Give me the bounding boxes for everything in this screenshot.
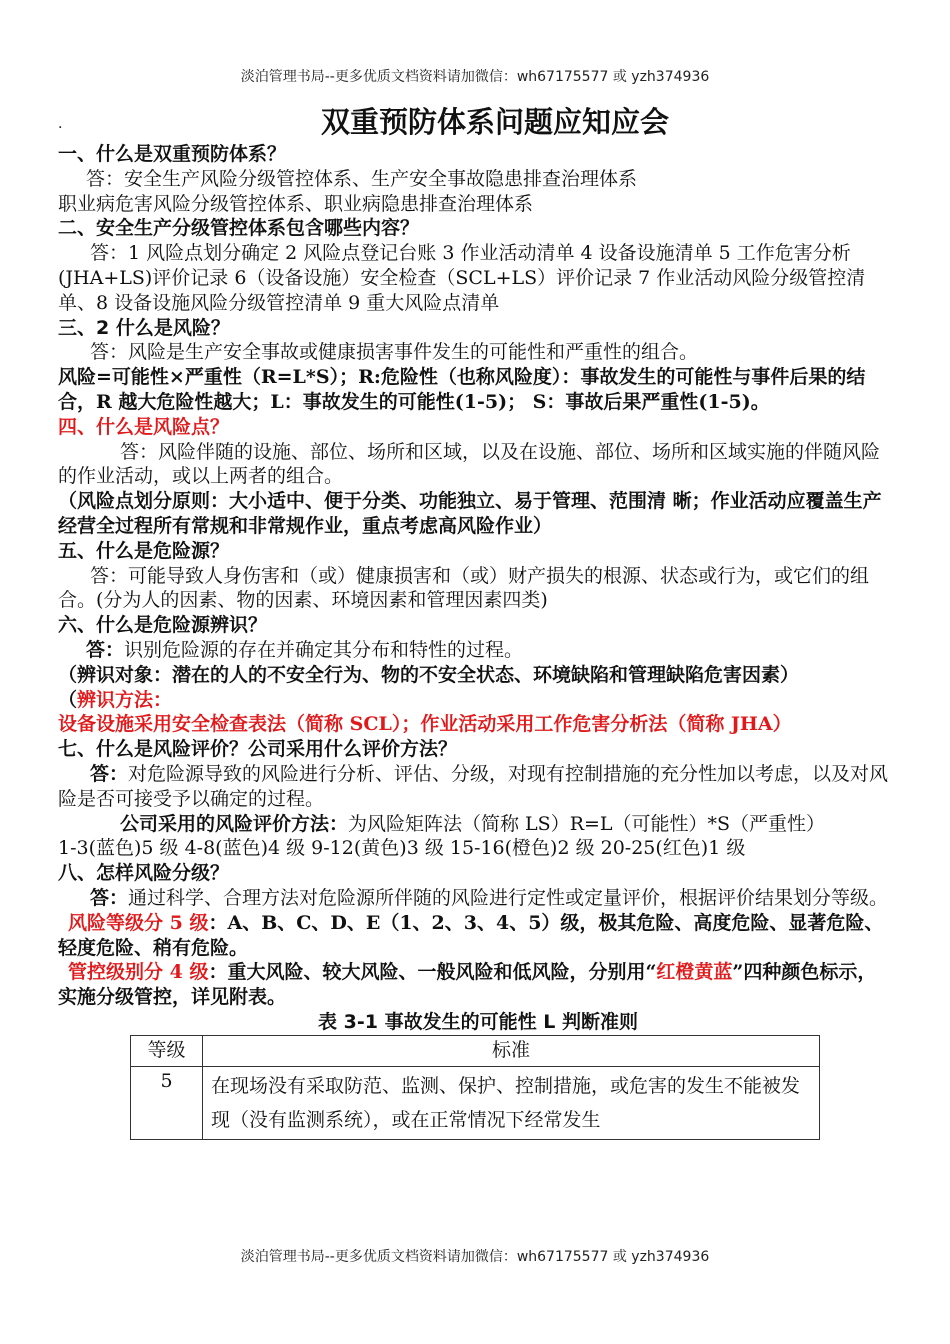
question-1: 一、什么是双重预防体系？	[58, 143, 287, 165]
answer-5: 答：可能导致人身伤害和（或）健康损害和（或）财产损失的根源、状态或行为，或它们的组合。	[58, 564, 870, 612]
method-open-paren: （	[58, 688, 78, 711]
identification-method: 设备设施采用安全检查表法（简称 SCL）；作业活动采用工作危害分析法（简称 JHA）	[58, 713, 792, 736]
table-caption: 表 3-1 事故发生的可能性 L 判断准则	[318, 1010, 638, 1033]
table-header-level: 等级	[131, 1035, 203, 1066]
risk-formula: 风险=可能性×严重性（R=L*S）；R:危险性（也称风险度）：事故发生的可能性与事件后果的结合，R 越大危险性越大；L：事故发生的可能性(1-5)； S：事故后果严重性(1-5)。	[58, 366, 866, 413]
footer-note: 淡泊管理书局--更多优质文档资料请加微信：wh67175577 或 yzh374936	[240, 1249, 710, 1265]
identification-objects: （辨识对象：潜在的人的不安全行为、物的不安全状态、环境缺陷和管理缺陷危害因素）	[58, 663, 800, 686]
answer-7-label: 答：	[90, 762, 129, 785]
answer-1-line-2: 职业病危害风险分级管控体系、职业病隐患排查治理体系	[58, 192, 534, 215]
answer-6-label: 答：	[86, 638, 125, 661]
question-6: 六、什么是危险源辨识？	[58, 614, 268, 637]
answer-8: 通过科学、合理方法对危险源所伴随的风险进行定性或定量评价，根据评价结果划分等级。	[128, 886, 889, 909]
answer-4: 答：风险伴随的设施、部位、场所和区域，以及在设施、部位、场所和区域实施的伴随风险的作业活动，或以上两者的组合。	[58, 440, 881, 488]
answer-3: 答：风险是生产安全事故或健康损害事件发生的可能性和严重性的组合。	[90, 341, 699, 364]
identification-method-label: 辨识方法：	[77, 688, 173, 711]
risk-grade-label: 风险等级分 5 级	[68, 911, 209, 934]
page-title: 双重预防体系问题应知应会	[320, 105, 669, 139]
question-4: 四、什么是风险点？	[58, 415, 230, 438]
content-body	[58, 142, 898, 1140]
answer-2: 答：1 风险点划分确定 2 风险点登记台账 3 作业活动清单 4 设备设施清单 5 工作危害分析(JHA+LS)评价记录 6（设备设施）安全检查（SCL+LS）评价记录 7 作业活动风险分级管控清单、8 设备设施风险分级管控清单 9 重大风险点清单	[58, 242, 866, 314]
question-3: 三、2 什么是风险？	[58, 316, 230, 339]
answer-1-line-1: 答：安全生产风险分级管控体系、生产安全事故隐患排查治理体系	[86, 167, 638, 190]
hazard-categories-note: (分为人的因素、物的因素、环境因素和管理因素四类)	[96, 589, 548, 612]
risk-grade-detail: ：A、B、C、D、E（1、2、3、4、5）级，极其危险、高度危险、显著危险、轻度危险、稍有危险。	[58, 911, 884, 959]
table-row	[131, 1066, 820, 1139]
risk-point-principle: （风险点划分原则：大小适中、便于分类、功能独立、易于管理、范围清 晰；作业活动应覆盖生产经营全过程所有常规和非常规作业，重点考虑高风险作业）	[58, 490, 882, 537]
table-cell-criterion: 在现场没有采取防范、监测、保护、控制措施，或危害的发生不能被发现（没有监测系统），或在正常情况下经常发生	[203, 1066, 820, 1139]
control-level-label: 管控级别分 4 级	[68, 961, 209, 984]
header-note: 淡泊管理书局--更多优质文档资料请加微信：wh67175577 或 yzh374936	[240, 69, 710, 85]
question-7: 七、什么是风险评价？公司采用什么评价方法？	[58, 738, 458, 761]
table-header-row	[131, 1035, 820, 1066]
control-level-detail-b: ”四种颜色标示， 实施分级管控，详见附表。	[58, 961, 877, 1009]
answer-7: 对危险源导致的风险进行分析、评估、分级，对现有控制措施的充分性加以考虑，以及对风险是否可接受予以确定的过程。	[58, 762, 889, 810]
question-2: 二、安全生产分级管控体系包含哪些内容？	[58, 217, 420, 240]
question-5: 五、什么是危险源？	[58, 539, 230, 562]
control-level-colors: 红橙黄蓝	[656, 961, 733, 984]
evaluation-method-label: 公司采用的风险评价方法：	[120, 812, 349, 835]
question-8: 八、怎样风险分级？	[58, 862, 230, 885]
evaluation-method: 为风险矩阵法（简称 LS）R=L（可能性）*S（严重性）	[348, 812, 826, 835]
likelihood-table	[130, 1035, 820, 1140]
answer-6: 识别危险源的存在并确定其分布和特性的过程。	[124, 638, 524, 661]
table-cell-level: 5	[131, 1066, 203, 1139]
stray-dot: .	[58, 116, 63, 132]
risk-level-ranges: 1-3(蓝色)5 级 4-8(蓝色)4 级 9-12(黄色)3 级 15-16(橙色)2 级 20-25(红色)1 级	[58, 837, 746, 860]
answer-8-label: 答：	[90, 886, 129, 909]
control-level-detail-a: ：重大风险、较大风险、一般风险和低风险，分别用“	[208, 961, 657, 984]
table-header-criterion: 标准	[203, 1035, 820, 1066]
